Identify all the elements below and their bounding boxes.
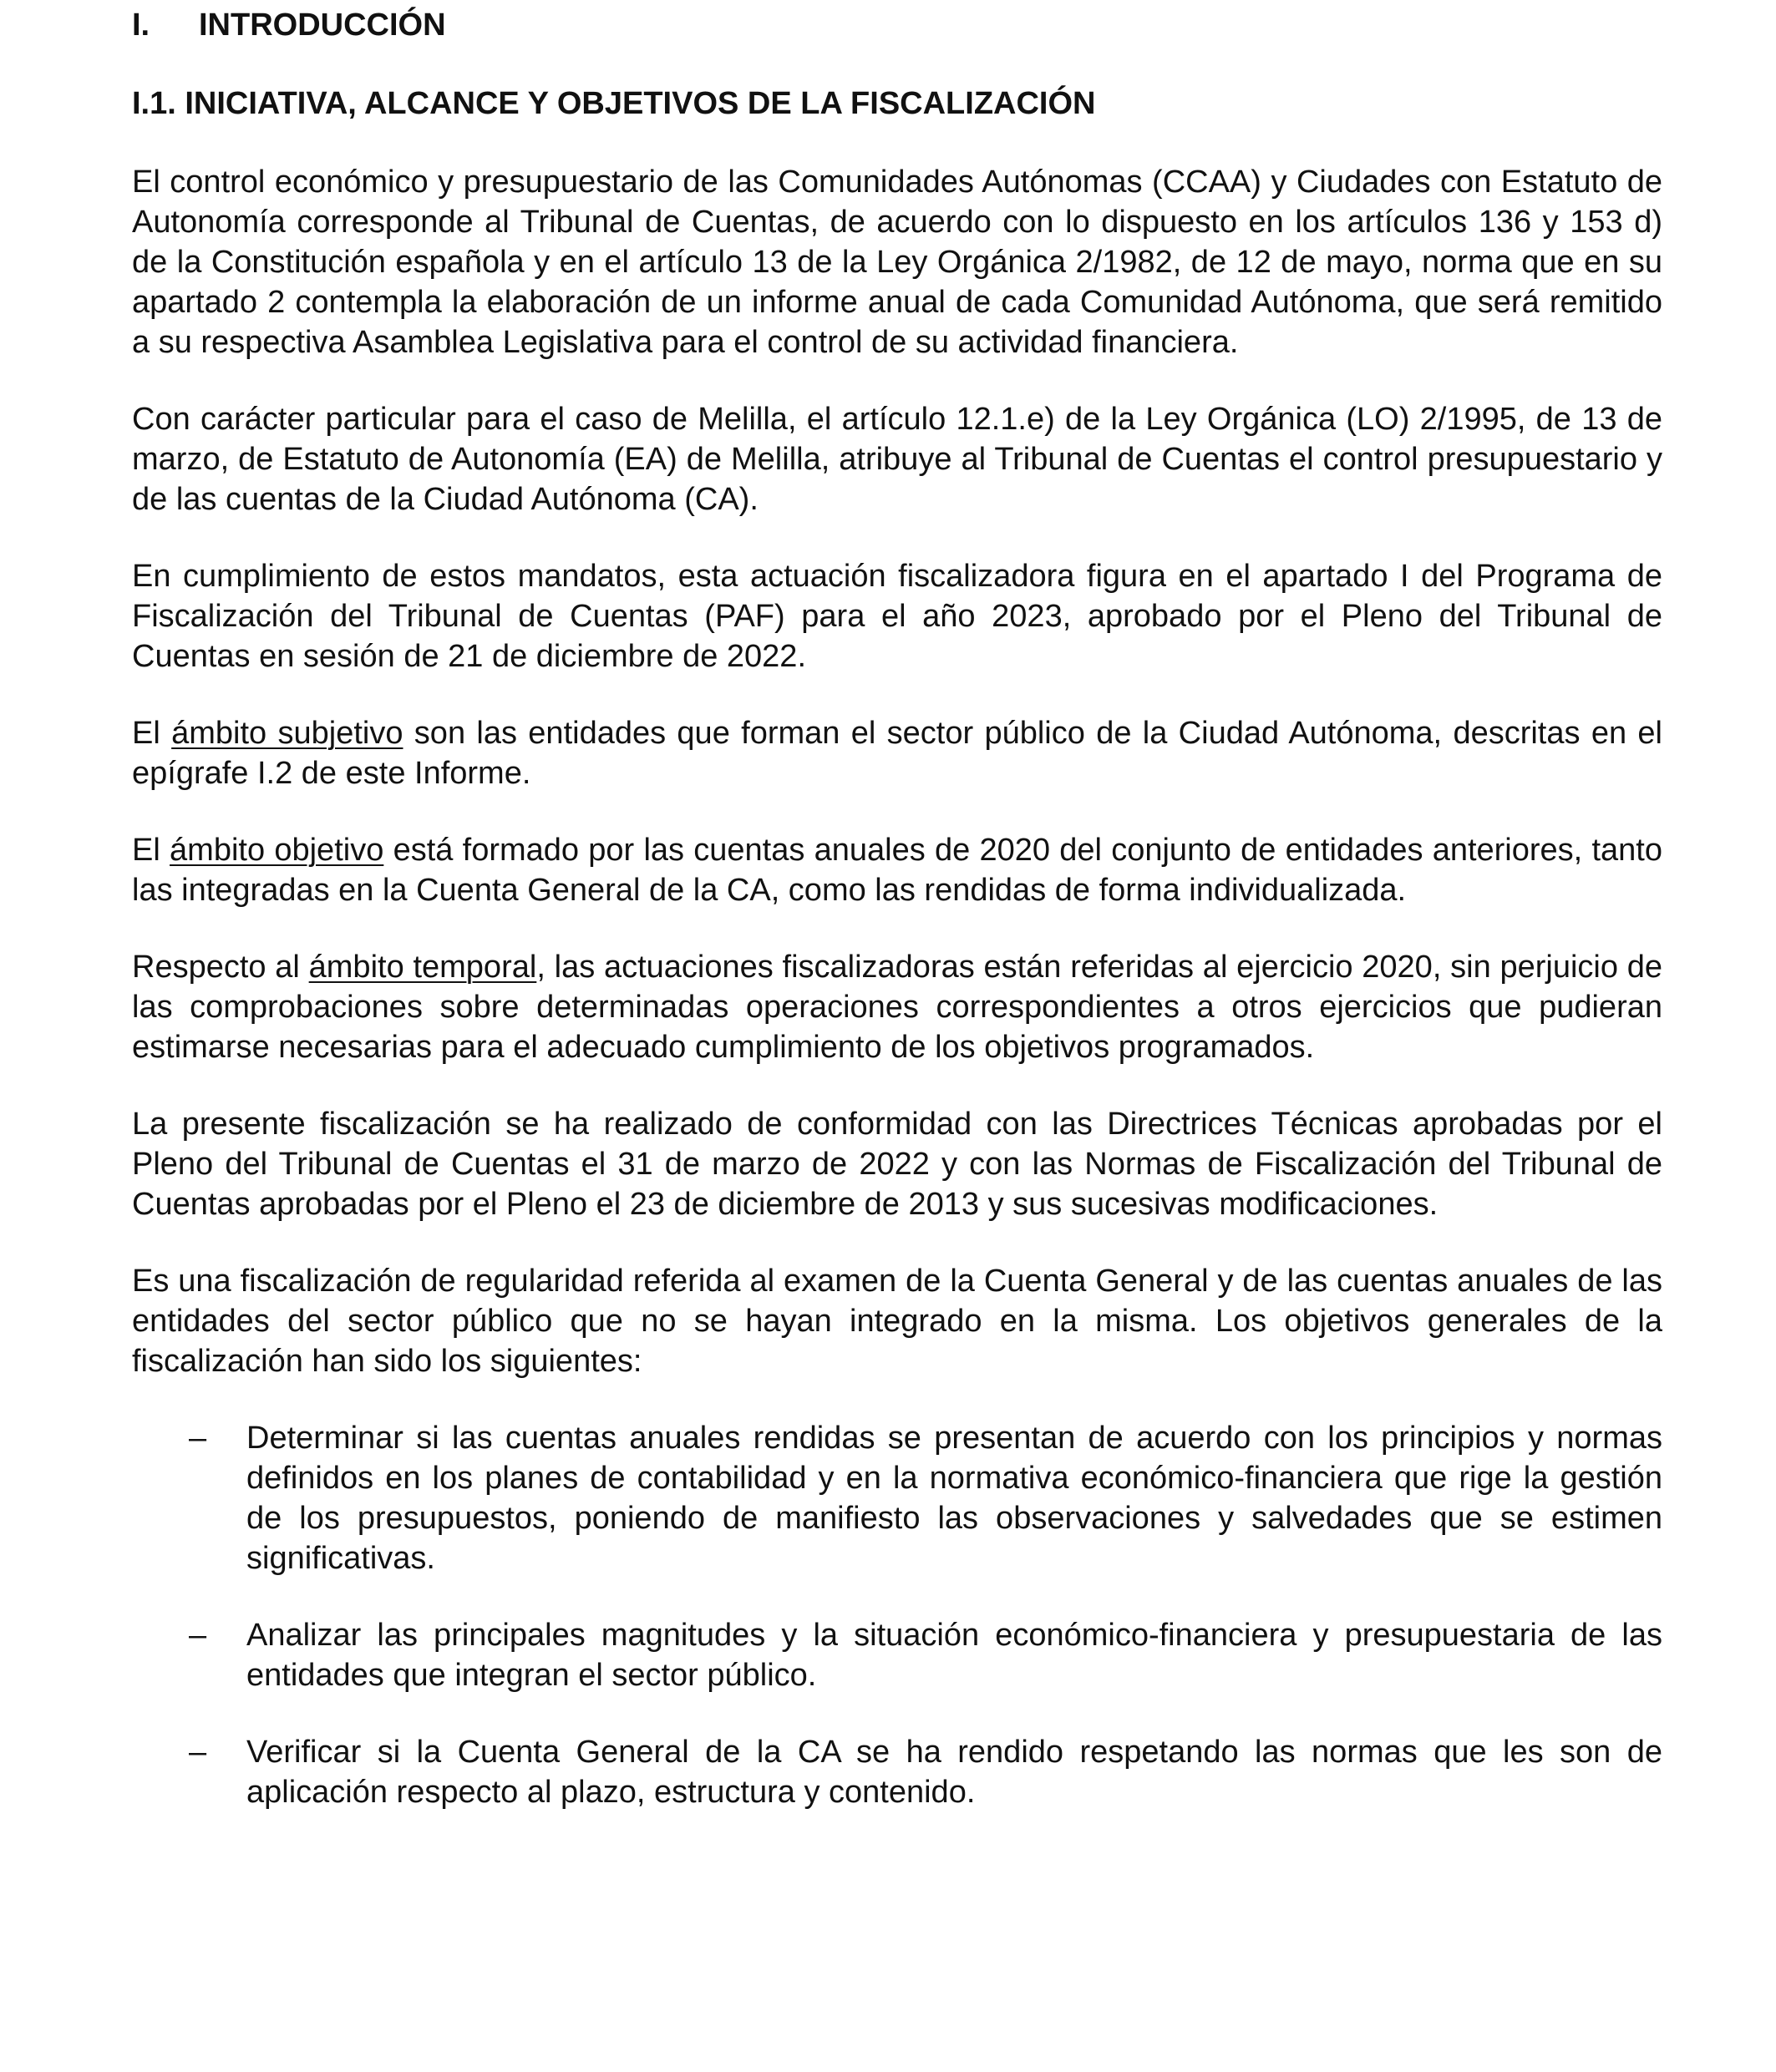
section-title: INTRODUCCIÓN [199, 8, 446, 43]
paragraph-ambito-temporal [132, 947, 1662, 1067]
underlined-term: ámbito objetivo [170, 833, 384, 868]
paragraph-directrices: La presente fiscalización se ha realizado de conformidad con las Directrices Técnicas aprobadas por el Pleno del Tribunal de Cuentas el 31 de marzo de 2022 y con las Normas de Fiscalización del Tribunal de Cuentas aprobadas por el Pleno el 23 de diciembre de 2013 y sus sucesivas modificaciones. [132, 1107, 1662, 1222]
list-item [132, 1615, 1662, 1695]
underlined-term: ámbito subjetivo [171, 716, 403, 751]
paragraph-ambito-objetivo [132, 830, 1662, 910]
text-segment: Respecto al [132, 950, 309, 985]
text-segment: , las actuaciones fiscalizadoras están referidas al ejercicio 2020, sin perjuicio de las comprobaciones sobre determinadas operaciones correspondientes a otros ejercicios que pudieran estimarse necesarias para el adecuado cumplimiento de los objetivos programados. [132, 950, 1663, 1065]
list-item [132, 1418, 1662, 1578]
paragraph-cumplimiento: En cumplimiento de estos mandatos, esta actuación fiscalizadora figura en el apartado I del Programa de Fiscalización del Tribunal de Cuentas (PAF) para el año 2023, aprobado por el Pleno del Tribunal de Cuentas en sesión de 21 de diciembre de 2022. [132, 559, 1662, 674]
list-item-text: Analizar las principales magnitudes y la situación económico-financiera y presupuestaria de las entidades que integran el sector público. [246, 1618, 1662, 1693]
text-segment: son las entidades que forman el sector público de la Ciudad Autónoma, descritas en el epígrafe I.2 de este Informe. [132, 716, 1662, 791]
section-number: I. [132, 8, 150, 43]
list-item-text: Verificar si la Cuenta General de la CA se ha rendido respetando las normas que les son de aplicación respecto al plazo, estructura y contenido. [246, 1735, 1662, 1810]
list-item [132, 1732, 1662, 1812]
paragraph-regularidad: Es una fiscalización de regularidad referida al examen de la Cuenta General y de las cuentas anuales de las entidades del sector público que no se hayan integrado en la misma. Los objetivos generales de la fiscalización han sido los siguientes: [132, 1264, 1662, 1379]
dash-bullet: – [189, 1618, 207, 1653]
paragraph-ambito-subjetivo [132, 713, 1662, 793]
subsection-heading: I.1. INICIATIVA, ALCANCE Y OBJETIVOS DE LA FISCALIZACIÓN [132, 86, 1096, 121]
document-page [132, 0, 1662, 1849]
paragraph-control-economico: El control económico y presupuestario de las Comunidades Autónomas (CCAA) y Ciudades con Estatuto de Autonomía corresponde al Tribunal de Cuentas, de acuerdo con lo dispuesto en los artículos 136 y 153 d) de la Constitución española y en el artículo 13 de la Ley Orgánica 2/1982, de 12 de mayo, norma que en su apartado 2 contempla la elaboración de un informe anual de cada Comunidad Autónoma, que será remitido a su respectiva Asamblea Legislativa para el control de su actividad financiera. [132, 165, 1662, 360]
text-segment: El [132, 716, 172, 751]
dash-bullet: – [189, 1421, 207, 1456]
paragraph-melilla: Con carácter particular para el caso de Melilla, el artículo 12.1.e) de la Ley Orgánica (LO) 2/1995, de 13 de marzo, de Estatuto de Autonomía (EA) de Melilla, atribuye al Tribunal de Cuentas el control presupuestario y de las cuentas de la Ciudad Autónoma (CA). [132, 402, 1662, 517]
underlined-term: ámbito temporal [308, 950, 537, 985]
text-segment: El [132, 833, 170, 868]
dash-bullet: – [189, 1735, 207, 1770]
text-segment: está formado por las cuentas anuales de 2020 del conjunto de entidades anteriores, tanto las integradas en la Cuenta General de la CA, como las rendidas de forma individualizada. [132, 833, 1662, 908]
list-item-text: Determinar si las cuentas anuales rendidas se presentan de acuerdo con los principios y normas definidos en los planes de contabilidad y en la normativa económico-financiera que rige la gestión de los presupuestos, poniendo de manifiesto las observaciones y salvedades que se estimen significativas. [246, 1421, 1662, 1576]
section-heading [132, 5, 1662, 45]
objectives-list [132, 1418, 1662, 1812]
